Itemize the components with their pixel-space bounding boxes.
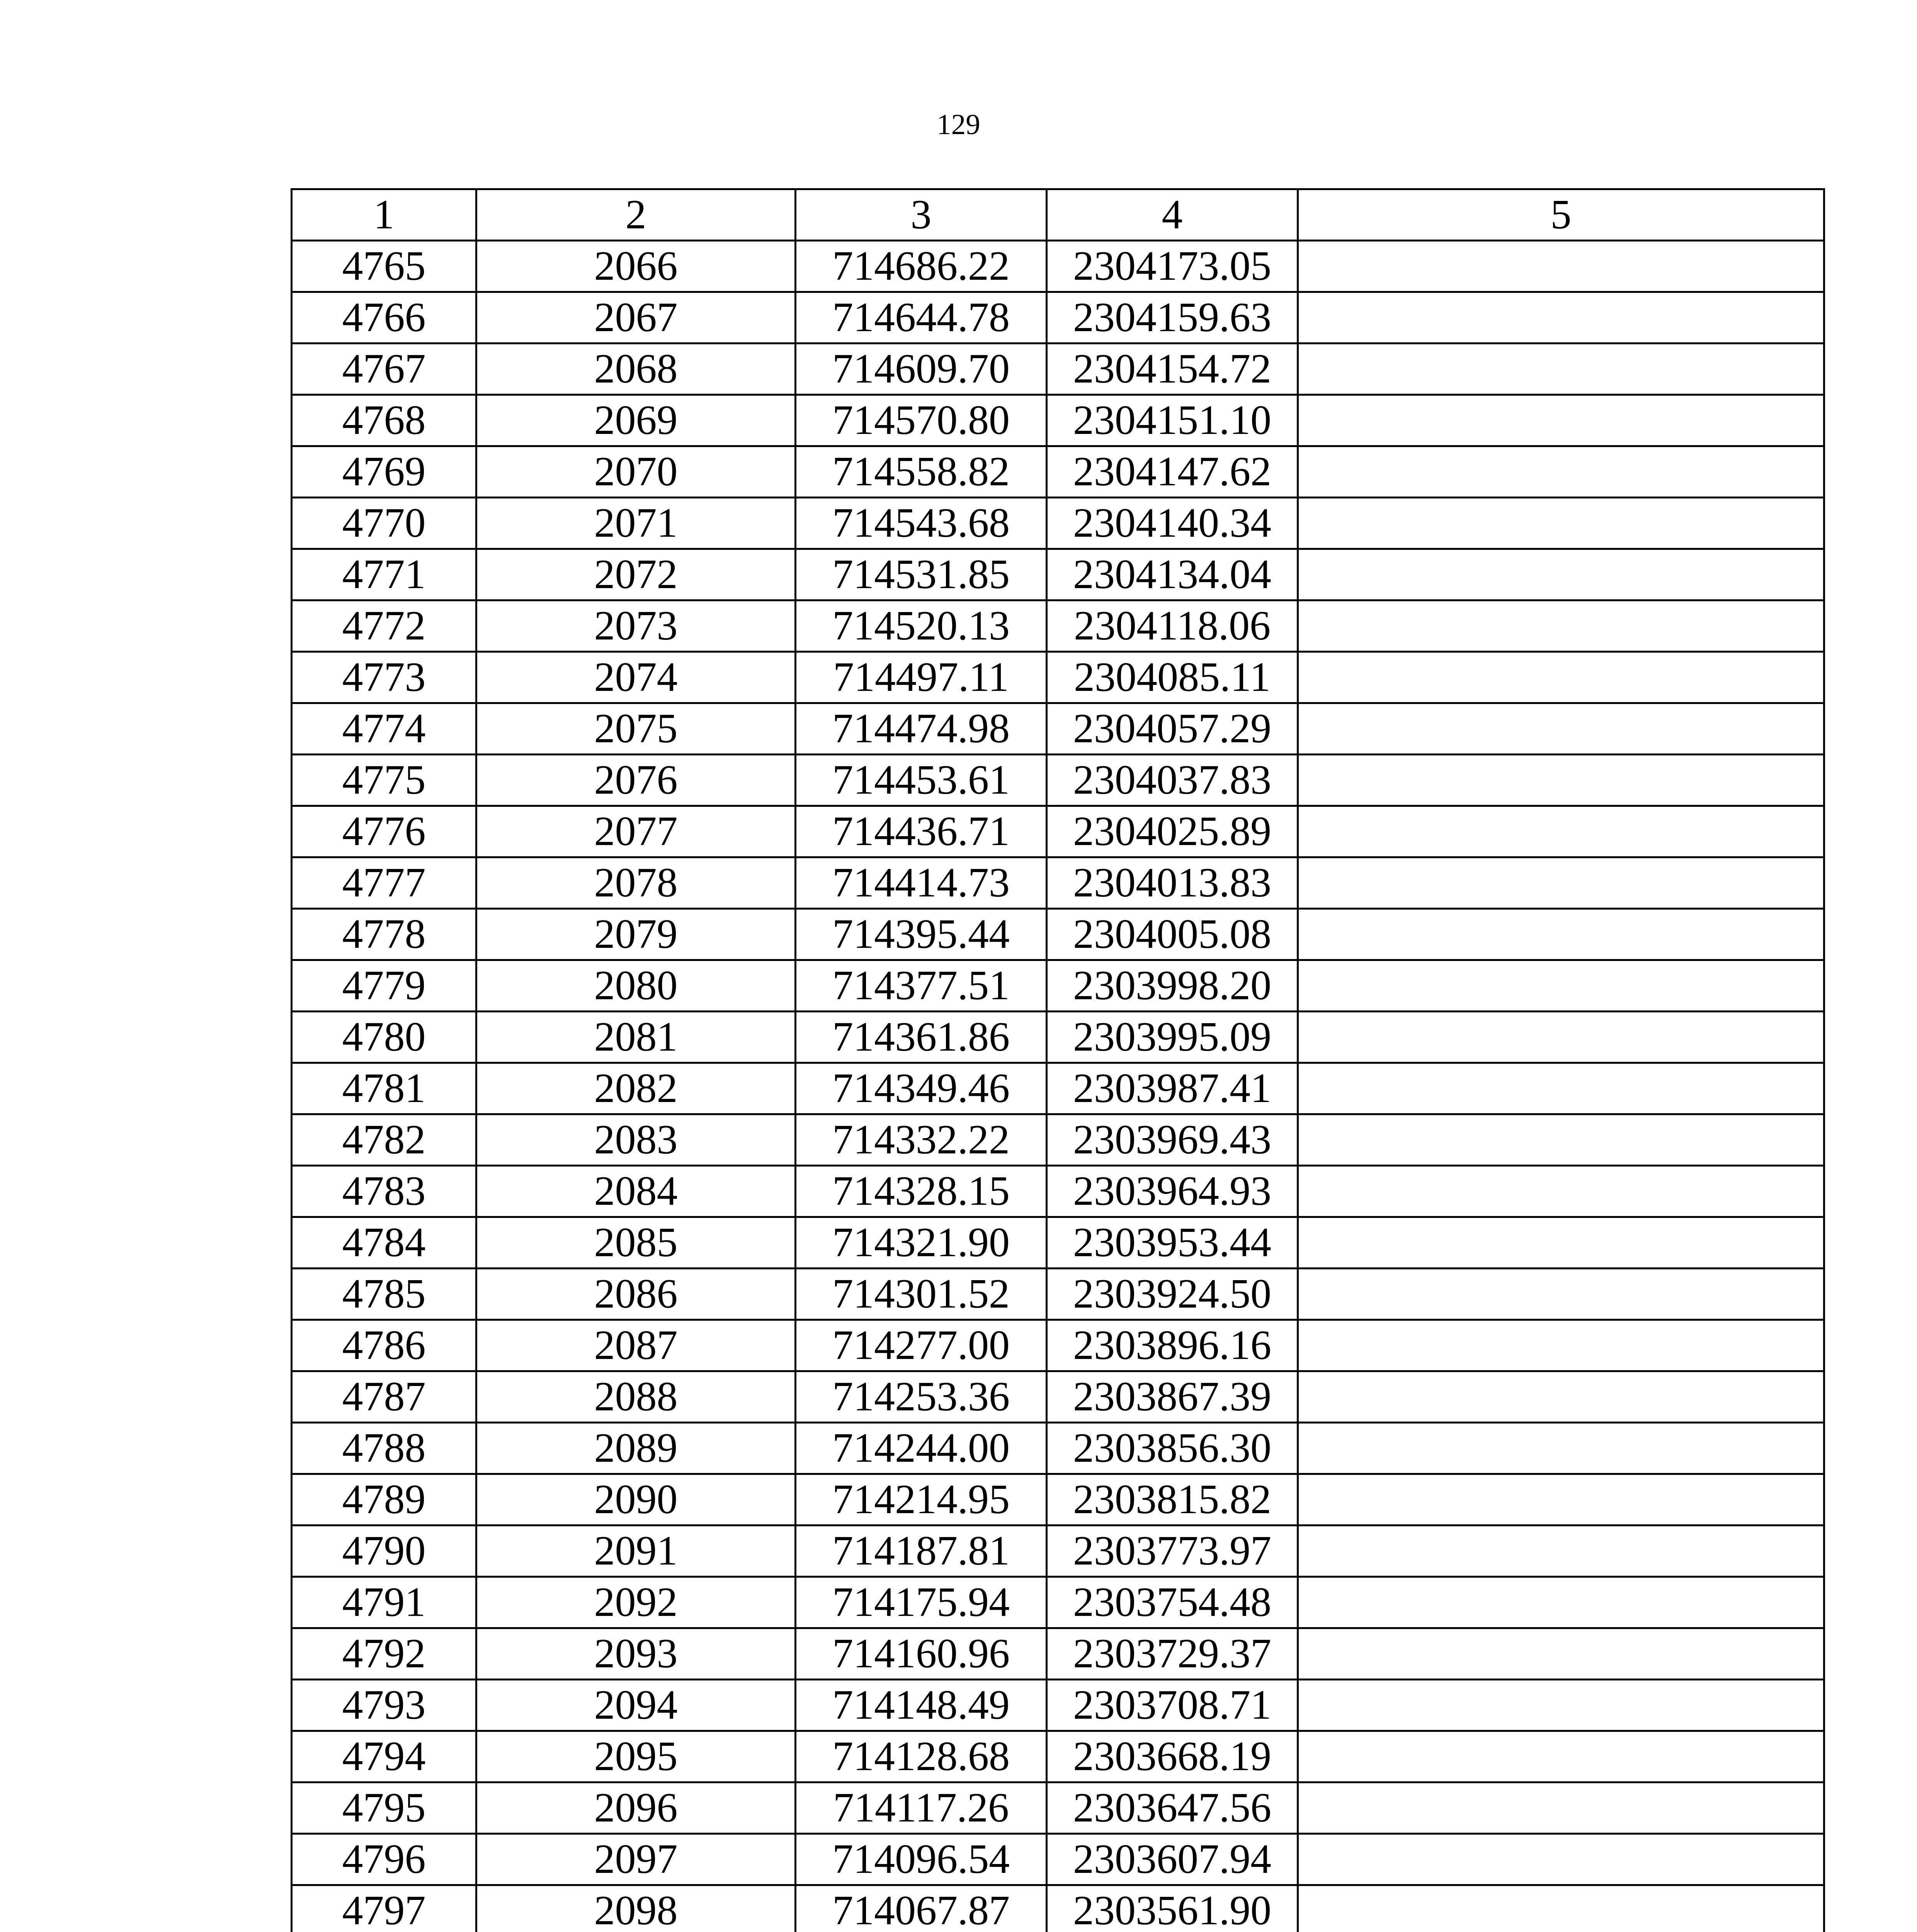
table-cell-col-4: 2303856.30 [1047,1423,1298,1474]
table-cell-col-5 [1298,909,1824,960]
table-cell-col-3: 714214.95 [796,1474,1047,1526]
table-cell-col-2: 2083 [476,1114,796,1166]
table-header [292,189,1824,241]
table-cell-col-5 [1298,1731,1824,1782]
table-cell-col-3: 714301.52 [796,1269,1047,1320]
table-cell-col-5 [1298,1628,1824,1680]
table-cell-col-3: 714160.96 [796,1628,1047,1680]
table-cell-col-4: 2303924.50 [1047,1269,1298,1320]
table-cell-col-4: 2304085.11 [1047,652,1298,703]
table-cell-col-3: 714096.54 [796,1834,1047,1885]
table-cell-col-3: 714644.78 [796,292,1047,344]
table-cell-col-3: 714609.70 [796,344,1047,395]
table-cell-col-2: 2087 [476,1320,796,1371]
table-cell-col-1: 4775 [292,755,476,806]
table-cell-col-1: 4772 [292,600,476,652]
table-cell-col-2: 2088 [476,1371,796,1423]
table-cell-col-3: 714332.22 [796,1114,1047,1166]
table-cell-col-1: 4789 [292,1474,476,1526]
table-cell-col-4: 2303998.20 [1047,960,1298,1012]
table-row [292,600,1824,652]
table-cell-col-5 [1298,1680,1824,1731]
table-row [292,1012,1824,1063]
table-cell-col-1: 4779 [292,960,476,1012]
table-row [292,1680,1824,1731]
table-cell-col-4: 2303647.56 [1047,1782,1298,1834]
column-header-4: 4 [1047,189,1298,241]
table-cell-col-4: 2304151.10 [1047,395,1298,446]
table-cell-col-1: 4767 [292,344,476,395]
table-cell-col-1: 4790 [292,1526,476,1577]
table-cell-col-5 [1298,344,1824,395]
table-cell-col-3: 714244.00 [796,1423,1047,1474]
table-cell-col-5 [1298,498,1824,549]
table-cell-col-2: 2072 [476,549,796,600]
table-cell-col-4: 2303815.82 [1047,1474,1298,1526]
table-cell-col-5 [1298,960,1824,1012]
table-row [292,806,1824,857]
table-row [292,1577,1824,1628]
table-row [292,652,1824,703]
table-cell-col-4: 2303987.41 [1047,1063,1298,1114]
table-cell-col-4: 2303969.43 [1047,1114,1298,1166]
table-cell-col-5 [1298,1012,1824,1063]
table-cell-col-4: 2303773.97 [1047,1526,1298,1577]
table-cell-col-1: 4780 [292,1012,476,1063]
table-row [292,960,1824,1012]
table-cell-col-4: 2304057.29 [1047,703,1298,755]
table-cell-col-2: 2098 [476,1885,796,1932]
table-row [292,1834,1824,1885]
table-cell-col-4: 2304173.05 [1047,241,1298,292]
table-cell-col-5 [1298,1423,1824,1474]
table-cell-col-4: 2304025.89 [1047,806,1298,857]
table-cell-col-1: 4791 [292,1577,476,1628]
table-cell-col-5 [1298,806,1824,857]
table-cell-col-2: 2067 [476,292,796,344]
table-cell-col-3: 714436.71 [796,806,1047,857]
table-cell-col-2: 2091 [476,1526,796,1577]
table-cell-col-5 [1298,1474,1824,1526]
table-row [292,703,1824,755]
table-row [292,1474,1824,1526]
table-cell-col-4: 2303729.37 [1047,1628,1298,1680]
table-cell-col-4: 2304147.62 [1047,446,1298,498]
table-cell-col-2: 2076 [476,755,796,806]
table-cell-col-1: 4769 [292,446,476,498]
table-row [292,395,1824,446]
table-cell-col-1: 4781 [292,1063,476,1114]
table-cell-col-3: 714277.00 [796,1320,1047,1371]
table-cell-col-4: 2304134.04 [1047,549,1298,600]
table-cell-col-1: 4792 [292,1628,476,1680]
table-cell-col-2: 2074 [476,652,796,703]
table-cell-col-1: 4766 [292,292,476,344]
table-cell-col-1: 4788 [292,1423,476,1474]
table-row [292,446,1824,498]
table-row [292,1320,1824,1371]
table-cell-col-5 [1298,1577,1824,1628]
table-cell-col-5 [1298,1063,1824,1114]
table-row [292,498,1824,549]
table-cell-col-3: 714187.81 [796,1526,1047,1577]
table-cell-col-1: 4796 [292,1834,476,1885]
table-cell-col-3: 714117.26 [796,1782,1047,1834]
table-cell-col-1: 4787 [292,1371,476,1423]
table-cell-col-4: 2303964.93 [1047,1166,1298,1217]
table-row [292,1423,1824,1474]
table-row [292,1217,1824,1269]
table-cell-col-4: 2304154.72 [1047,344,1298,395]
table-cell-col-1: 4778 [292,909,476,960]
table-cell-col-3: 714453.61 [796,755,1047,806]
table-cell-col-1: 4785 [292,1269,476,1320]
table-cell-col-1: 4768 [292,395,476,446]
table-cell-col-3: 714497.11 [796,652,1047,703]
table-cell-col-4: 2303668.19 [1047,1731,1298,1782]
table-cell-col-5 [1298,600,1824,652]
table-cell-col-1: 4771 [292,549,476,600]
header-row [292,189,1824,241]
table-cell-col-5 [1298,1217,1824,1269]
table-cell-col-2: 2092 [476,1577,796,1628]
table-row [292,857,1824,909]
table-cell-col-5 [1298,1885,1824,1932]
table-cell-col-2: 2071 [476,498,796,549]
table-cell-col-4: 2304159.63 [1047,292,1298,344]
table-row [292,1526,1824,1577]
table-cell-col-1: 4774 [292,703,476,755]
table-cell-col-3: 714175.94 [796,1577,1047,1628]
table-cell-col-2: 2084 [476,1166,796,1217]
table-cell-col-2: 2094 [476,1680,796,1731]
table-cell-col-2: 2079 [476,909,796,960]
table-cell-col-1: 4770 [292,498,476,549]
table-cell-col-3: 714148.49 [796,1680,1047,1731]
page-number: 129 [937,109,980,141]
table-cell-col-4: 2303708.71 [1047,1680,1298,1731]
table-cell-col-5 [1298,1371,1824,1423]
table-cell-col-1: 4795 [292,1782,476,1834]
table-row [292,1782,1824,1834]
table-row [292,1063,1824,1114]
table-cell-col-2: 2089 [476,1423,796,1474]
table-cell-col-2: 2090 [476,1474,796,1526]
table-cell-col-3: 714321.90 [796,1217,1047,1269]
table-row [292,549,1824,600]
table-row [292,1885,1824,1932]
table-cell-col-3: 714328.15 [796,1166,1047,1217]
table-row [292,1269,1824,1320]
table-cell-col-3: 714414.73 [796,857,1047,909]
table-cell-col-5 [1298,549,1824,600]
table-cell-col-1: 4777 [292,857,476,909]
table-cell-col-2: 2068 [476,344,796,395]
table-cell-col-2: 2066 [476,241,796,292]
table-cell-col-3: 714570.80 [796,395,1047,446]
table-cell-col-2: 2073 [476,600,796,652]
table-row [292,1114,1824,1166]
table-cell-col-1: 4782 [292,1114,476,1166]
table-cell-col-1: 4773 [292,652,476,703]
table-body [292,241,1824,1932]
table-cell-col-4: 2303953.44 [1047,1217,1298,1269]
column-header-2: 2 [476,189,796,241]
table-row [292,292,1824,344]
table-cell-col-3: 714361.86 [796,1012,1047,1063]
table-cell-col-3: 714474.98 [796,703,1047,755]
table-cell-col-1: 4786 [292,1320,476,1371]
table-cell-col-5 [1298,703,1824,755]
table-row [292,1166,1824,1217]
table-row [292,1371,1824,1423]
table-cell-col-2: 2082 [476,1063,796,1114]
table-cell-col-4: 2303995.09 [1047,1012,1298,1063]
table-cell-col-2: 2077 [476,806,796,857]
table-cell-col-4: 2304005.08 [1047,909,1298,960]
table-cell-col-3: 714558.82 [796,446,1047,498]
table-row [292,241,1824,292]
table-cell-col-2: 2080 [476,960,796,1012]
table-cell-col-2: 2097 [476,1834,796,1885]
table-cell-col-1: 4793 [292,1680,476,1731]
table-cell-col-4: 2304140.34 [1047,498,1298,549]
table-cell-col-5 [1298,652,1824,703]
table-cell-col-2: 2078 [476,857,796,909]
table-cell-col-5 [1298,446,1824,498]
table-cell-col-5 [1298,857,1824,909]
table-cell-col-1: 4765 [292,241,476,292]
table-cell-col-1: 4776 [292,806,476,857]
table-cell-col-4: 2304118.06 [1047,600,1298,652]
table-cell-col-2: 2069 [476,395,796,446]
table-cell-col-5 [1298,395,1824,446]
table-cell-col-3: 714128.68 [796,1731,1047,1782]
table-cell-col-5 [1298,755,1824,806]
table-cell-col-2: 2086 [476,1269,796,1320]
table-cell-col-4: 2303867.39 [1047,1371,1298,1423]
table-cell-col-5 [1298,1526,1824,1577]
table-cell-col-3: 714349.46 [796,1063,1047,1114]
table-cell-col-3: 714067.87 [796,1885,1047,1932]
table-cell-col-3: 714253.36 [796,1371,1047,1423]
table-cell-col-2: 2093 [476,1628,796,1680]
table-cell-col-3: 714377.51 [796,960,1047,1012]
table-cell-col-3: 714543.68 [796,498,1047,549]
table-cell-col-3: 714395.44 [796,909,1047,960]
table-cell-col-1: 4794 [292,1731,476,1782]
table-cell-col-3: 714531.85 [796,549,1047,600]
table-cell-col-2: 2096 [476,1782,796,1834]
table-row [292,1628,1824,1680]
table-cell-col-5 [1298,241,1824,292]
table-cell-col-5 [1298,1782,1824,1834]
table-cell-col-5 [1298,1166,1824,1217]
table-cell-col-5 [1298,1269,1824,1320]
table-row [292,909,1824,960]
table-row [292,344,1824,395]
table-cell-col-5 [1298,1834,1824,1885]
table-row [292,755,1824,806]
table-cell-col-5 [1298,1320,1824,1371]
table-cell-col-2: 2085 [476,1217,796,1269]
column-header-1: 1 [292,189,476,241]
table-cell-col-3: 714686.22 [796,241,1047,292]
table-cell-col-4: 2303896.16 [1047,1320,1298,1371]
table-cell-col-3: 714520.13 [796,600,1047,652]
table-cell-col-4: 2304013.83 [1047,857,1298,909]
table-row [292,1731,1824,1782]
table-cell-col-2: 2075 [476,703,796,755]
coordinates-table [291,188,1825,1932]
table-cell-col-4: 2303754.48 [1047,1577,1298,1628]
column-header-3: 3 [796,189,1047,241]
table-cell-col-4: 2303607.94 [1047,1834,1298,1885]
table-cell-col-1: 4797 [292,1885,476,1932]
table-cell-col-5 [1298,292,1824,344]
table-cell-col-2: 2070 [476,446,796,498]
table-cell-col-2: 2095 [476,1731,796,1782]
table-cell-col-4: 2304037.83 [1047,755,1298,806]
table-cell-col-4: 2303561.90 [1047,1885,1298,1932]
table-cell-col-2: 2081 [476,1012,796,1063]
column-header-5: 5 [1298,189,1824,241]
table-cell-col-5 [1298,1114,1824,1166]
table-cell-col-1: 4784 [292,1217,476,1269]
table-cell-col-1: 4783 [292,1166,476,1217]
